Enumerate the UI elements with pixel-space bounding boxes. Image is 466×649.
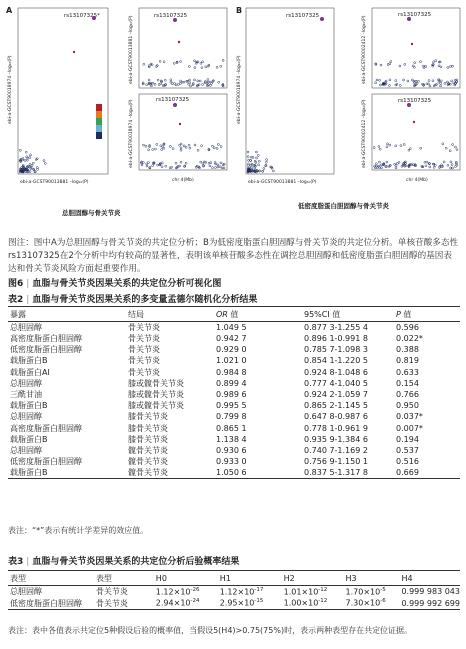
table-cell: 高密度脂蛋白胆固醇 bbox=[10, 334, 82, 344]
table-cell: 载脂蛋白B bbox=[8, 467, 126, 479]
table-cell: $1.70\times 10^{-5}$ bbox=[345, 586, 386, 597]
posterior-probability-table bbox=[8, 570, 460, 610]
table-cell: 0.899 4 bbox=[216, 378, 247, 388]
table-cell: 膝骨关节炎 bbox=[128, 434, 168, 444]
table-cell: 载脂蛋白B bbox=[10, 401, 48, 411]
table-cell: 骨关节炎 bbox=[95, 587, 128, 597]
table2-title-text: 血脂与骨关节炎因果关系的多变量孟德尔随机化分析结果 bbox=[32, 295, 258, 305]
a-bottom-snp-label: rs13107325 bbox=[156, 97, 190, 103]
table-cell: $1.12\times 10^{-26}$ bbox=[155, 586, 200, 597]
table-cell: 低密度脂蛋白胆固醇 bbox=[8, 598, 94, 610]
table-cell: 0.930 6 bbox=[216, 445, 247, 455]
table-cell: 0.924 8-1.048 6 bbox=[304, 367, 368, 377]
table-cell: 1.050 6 bbox=[214, 467, 302, 479]
table-cell: 膝或髋骨关节炎 bbox=[128, 390, 184, 400]
table-cell: 载脂蛋白B bbox=[10, 356, 48, 366]
table2-header-ci: 95%CI 值 bbox=[302, 307, 394, 322]
table2-header-exposure: 暴露 bbox=[8, 307, 126, 322]
b-top-snp-label: rs13107325 bbox=[398, 12, 432, 18]
table-cell: 髋骨关节炎 bbox=[128, 457, 168, 467]
table-cell: $7.30\times 10^{-6}$ bbox=[344, 598, 400, 610]
table-cell: 0.785 7-1.098 3 bbox=[304, 345, 368, 355]
table-row bbox=[8, 400, 460, 411]
table-cell: $2.95\times 10^{-15}$ bbox=[218, 598, 282, 610]
table-row bbox=[8, 456, 460, 467]
table2-header-outcome: 结局 bbox=[126, 307, 214, 322]
panel-b-letter: B bbox=[236, 6, 243, 15]
table2-header-p: P 值 bbox=[394, 307, 460, 322]
table-cell: 1.049 5 bbox=[216, 323, 247, 332]
table-row bbox=[8, 434, 460, 445]
table-cell: 0.995 5 bbox=[216, 401, 247, 411]
b-chr-xlabel: chr 4(Mb) bbox=[406, 178, 428, 183]
table3-title-text: 血脂与骨关节炎因果关系的共定位分析后验概率结果 bbox=[32, 557, 240, 567]
table-row bbox=[8, 423, 460, 434]
table-cell: 1.138 4 bbox=[216, 434, 247, 444]
table-cell: 膝骨关节炎 bbox=[128, 412, 168, 422]
table-cell: 0.989 6 bbox=[216, 390, 247, 400]
table-row bbox=[8, 355, 460, 366]
table-cell: 0.999 992 699 bbox=[401, 598, 460, 608]
table-cell: 总胆固醇 bbox=[10, 587, 42, 597]
table-cell: 0.194 bbox=[396, 434, 419, 444]
lead-point bbox=[178, 41, 180, 43]
table3-header-h2: H2 bbox=[282, 571, 344, 586]
table-cell: 0.777 4-1.040 5 bbox=[304, 378, 368, 388]
b-top-ylabel: ebi-a-GCST90002412 –log₁₀(P) bbox=[362, 15, 367, 84]
table-cell: 0.596 bbox=[396, 323, 419, 332]
table-cell: 0.037* bbox=[396, 412, 423, 422]
table-cell: $1.12\times 10^{-17}$ bbox=[219, 586, 264, 597]
table-row bbox=[8, 333, 460, 344]
panel-b-scatter bbox=[236, 8, 334, 185]
figure-title-text: 血脂与骨关节炎因果关系的共定位分析可视化图 bbox=[32, 279, 222, 289]
a-top-ylabel: ebi-a-GCST90013881 –log₁₀(P) bbox=[129, 15, 134, 84]
table3-title: 表3 | 血脂与骨关节炎因果关系的共定位分析后验概率结果 bbox=[8, 557, 240, 567]
a-top-snp-label: rs13107325 bbox=[154, 13, 188, 19]
table-cell: 0.537 bbox=[396, 445, 419, 455]
figure-caption: 图注：图中A为总胆固醇与骨关节炎的共定位分析；B为低密度脂蛋白胆固醇与骨关节炎的共定位分析。单核苷酸多态性rs13107325在2个分析中均有较高的显著性，表明该单核苷酸多态性在调控总胆固醇和低密度脂蛋白胆固醇的基因表达和骨关节炎风险方面起重要作用。 bbox=[8, 238, 459, 274]
table-cell: 0.819 bbox=[396, 356, 419, 366]
table-row bbox=[8, 586, 460, 598]
b-scatter-xlabel: ebi-a-GCST90013881 –log₁₀(P) bbox=[248, 180, 317, 185]
b-bottom-ylabel: ebi-a-GCST90002412 –log₁₀(P) bbox=[362, 99, 367, 168]
table-cell: 0.984 8 bbox=[216, 367, 247, 377]
table-cell: $1.00\times 10^{-12}$ bbox=[282, 598, 344, 610]
panel-b-title: 低密度脂蛋白胆固醇与骨关节炎 bbox=[298, 202, 389, 210]
lead-point bbox=[413, 121, 415, 123]
table-cell: 总胆固醇 bbox=[10, 378, 42, 388]
table-cell: 骨关节炎 bbox=[128, 323, 160, 332]
table-row bbox=[8, 367, 460, 378]
table-cell: 膝骨关节炎 bbox=[128, 423, 168, 433]
table-row bbox=[8, 378, 460, 389]
table-cell: 0.669 bbox=[394, 467, 460, 479]
table3-header-h1: H1 bbox=[218, 571, 282, 586]
table-cell: 0.740 7-1.169 2 bbox=[304, 445, 368, 455]
figure-title: 图6 | 血脂与骨关节炎因果关系的共定位分析可视化图 bbox=[8, 279, 222, 289]
table-cell: 载脂蛋白B bbox=[10, 434, 48, 444]
table-cell: 低密度脂蛋白胆固醇 bbox=[10, 345, 82, 355]
b-bottom-snp-label: rs13107325 bbox=[398, 98, 432, 104]
table-cell: 总胆固醇 bbox=[10, 323, 42, 332]
table-cell: 0.837 5-1.317 8 bbox=[302, 467, 394, 479]
table-cell: 0.007* bbox=[396, 423, 423, 433]
table-cell: 总胆固醇 bbox=[10, 445, 42, 455]
table-cell: 0.865 1 bbox=[216, 423, 247, 433]
panel-a-bottom-regional bbox=[128, 94, 227, 183]
table2-title: 表2 | 血脂与骨关节炎因果关系的多变量孟德尔随机化分析结果 bbox=[8, 295, 258, 305]
table-cell: 载脂蛋白AI bbox=[10, 367, 50, 377]
table2-header-or: OR 值 bbox=[214, 307, 302, 322]
table-cell: 0.950 bbox=[396, 401, 419, 411]
a-scatter-xlabel: ebi-a-GCST90013881 –log₁₀(P) bbox=[20, 180, 89, 185]
table-cell: 0.647 8-0.987 6 bbox=[304, 412, 368, 422]
table-cell: 低密度脂蛋白胆固醇 bbox=[10, 457, 82, 467]
table-cell: 膝或髋骨关节炎 bbox=[128, 378, 184, 388]
panel-a-letter: A bbox=[6, 6, 13, 15]
a-bottom-ylabel: ebi-a-GCST90018974 –log₁₀(P) bbox=[129, 99, 134, 168]
table2-number: 表2 bbox=[8, 295, 24, 305]
lead-point bbox=[73, 51, 75, 53]
lead-point bbox=[179, 123, 181, 125]
panel-b-top-regional bbox=[361, 8, 460, 88]
table-row bbox=[8, 344, 460, 355]
table3-header-h0: H0 bbox=[154, 571, 218, 586]
table-row bbox=[8, 322, 460, 334]
table-cell: 高密度脂蛋白胆固醇 bbox=[10, 423, 82, 433]
table-cell: 0.935 9-1.384 6 bbox=[304, 434, 368, 444]
colocalization-figure bbox=[4, 4, 462, 230]
snp-label: rs13107325* bbox=[64, 13, 100, 19]
table-cell: 0.929 0 bbox=[216, 345, 247, 355]
table-cell: 髋骨关节炎 bbox=[126, 467, 214, 479]
panel-a-top-regional bbox=[128, 8, 227, 88]
table-cell: 三酰甘油 bbox=[10, 390, 42, 400]
a-chr-xlabel: chr 4(Mb) bbox=[172, 178, 194, 183]
table-row bbox=[8, 445, 460, 456]
table-cell: 0.924 2-1.059 7 bbox=[304, 390, 368, 400]
table3-header-phenotype2: 表型 bbox=[94, 571, 154, 586]
mvmr-results-table bbox=[8, 306, 460, 479]
table-cell: 1.021 0 bbox=[216, 356, 247, 366]
table-cell: 0.778 1-0.961 9 bbox=[304, 423, 368, 433]
table-cell: 0.896 1-0.991 8 bbox=[304, 334, 368, 344]
table-cell: 0.942 7 bbox=[216, 334, 247, 344]
panel-a-title: 总胆固醇与骨关节炎 bbox=[62, 209, 121, 217]
table-row bbox=[8, 598, 460, 610]
table2-header-row bbox=[8, 307, 460, 322]
table-cell: 骨关节炎 bbox=[128, 356, 160, 366]
table3-header-phenotype1: 表型 bbox=[8, 571, 94, 586]
table-cell: 0.999 983 043 bbox=[401, 587, 460, 597]
table-cell: 0.799 8 bbox=[216, 412, 247, 422]
table3-header-row bbox=[8, 571, 460, 586]
table-cell: 0.854 1-1.220 5 bbox=[304, 356, 368, 366]
table-cell: 0.865 2-1.145 5 bbox=[304, 401, 368, 411]
table3-header-h4: H4 bbox=[399, 571, 460, 586]
ld-legend bbox=[96, 104, 102, 139]
table-row bbox=[8, 467, 460, 479]
a-scatter-ylabel: ebi-a-GCST90018974 –log₁₀(P) bbox=[8, 55, 13, 124]
table-cell: 0.516 bbox=[396, 457, 419, 467]
table3-header-h3: H3 bbox=[344, 571, 400, 586]
table-row bbox=[8, 411, 460, 422]
panel-b-bottom-regional bbox=[361, 94, 460, 183]
b-snp-label: rs13107325 bbox=[286, 13, 320, 19]
table3-number: 表3 bbox=[8, 557, 24, 567]
table-cell: $2.94\times 10^{-24}$ bbox=[154, 598, 218, 610]
figure-number: 图6 bbox=[8, 279, 24, 289]
table2-note: 表注：“*”表示有统计学差异的效应值。 bbox=[8, 526, 149, 535]
table-cell: 0.633 bbox=[396, 367, 419, 377]
b-scatter-ylabel: ebi-a-GCST90018974 –log₁₀(P) bbox=[237, 55, 242, 124]
table-cell: 总胆固醇 bbox=[10, 412, 42, 422]
table-cell: 0.877 3-1.255 4 bbox=[304, 323, 368, 332]
table-cell: $1.01\times 10^{-12}$ bbox=[283, 586, 328, 597]
table-row bbox=[8, 389, 460, 400]
table-cell: 膝或髋骨关节炎 bbox=[128, 401, 184, 411]
panel-a-scatter bbox=[7, 8, 108, 185]
table-cell: 骨关节炎 bbox=[128, 367, 160, 377]
table-cell: 0.933 0 bbox=[216, 457, 247, 467]
table-cell: 0.388 bbox=[396, 345, 419, 355]
table-cell: 0.766 bbox=[396, 390, 419, 400]
table3-note: 表注：表中各值表示共定位5种假设后验的概率值，当假设5(H4)>0.75(75%)时，表示两种表型存在共定位证据。 bbox=[8, 626, 413, 635]
table-cell: 骨关节炎 bbox=[94, 598, 154, 610]
table-cell: 骨关节炎 bbox=[128, 345, 160, 355]
table-cell: 0.022* bbox=[396, 334, 423, 344]
lead-point bbox=[411, 43, 413, 45]
table-cell: 0.154 bbox=[396, 378, 419, 388]
table-cell: 髋骨关节炎 bbox=[128, 445, 168, 455]
table-cell: 0.756 9-1.150 1 bbox=[304, 457, 368, 467]
table-cell: 骨关节炎 bbox=[128, 334, 160, 344]
